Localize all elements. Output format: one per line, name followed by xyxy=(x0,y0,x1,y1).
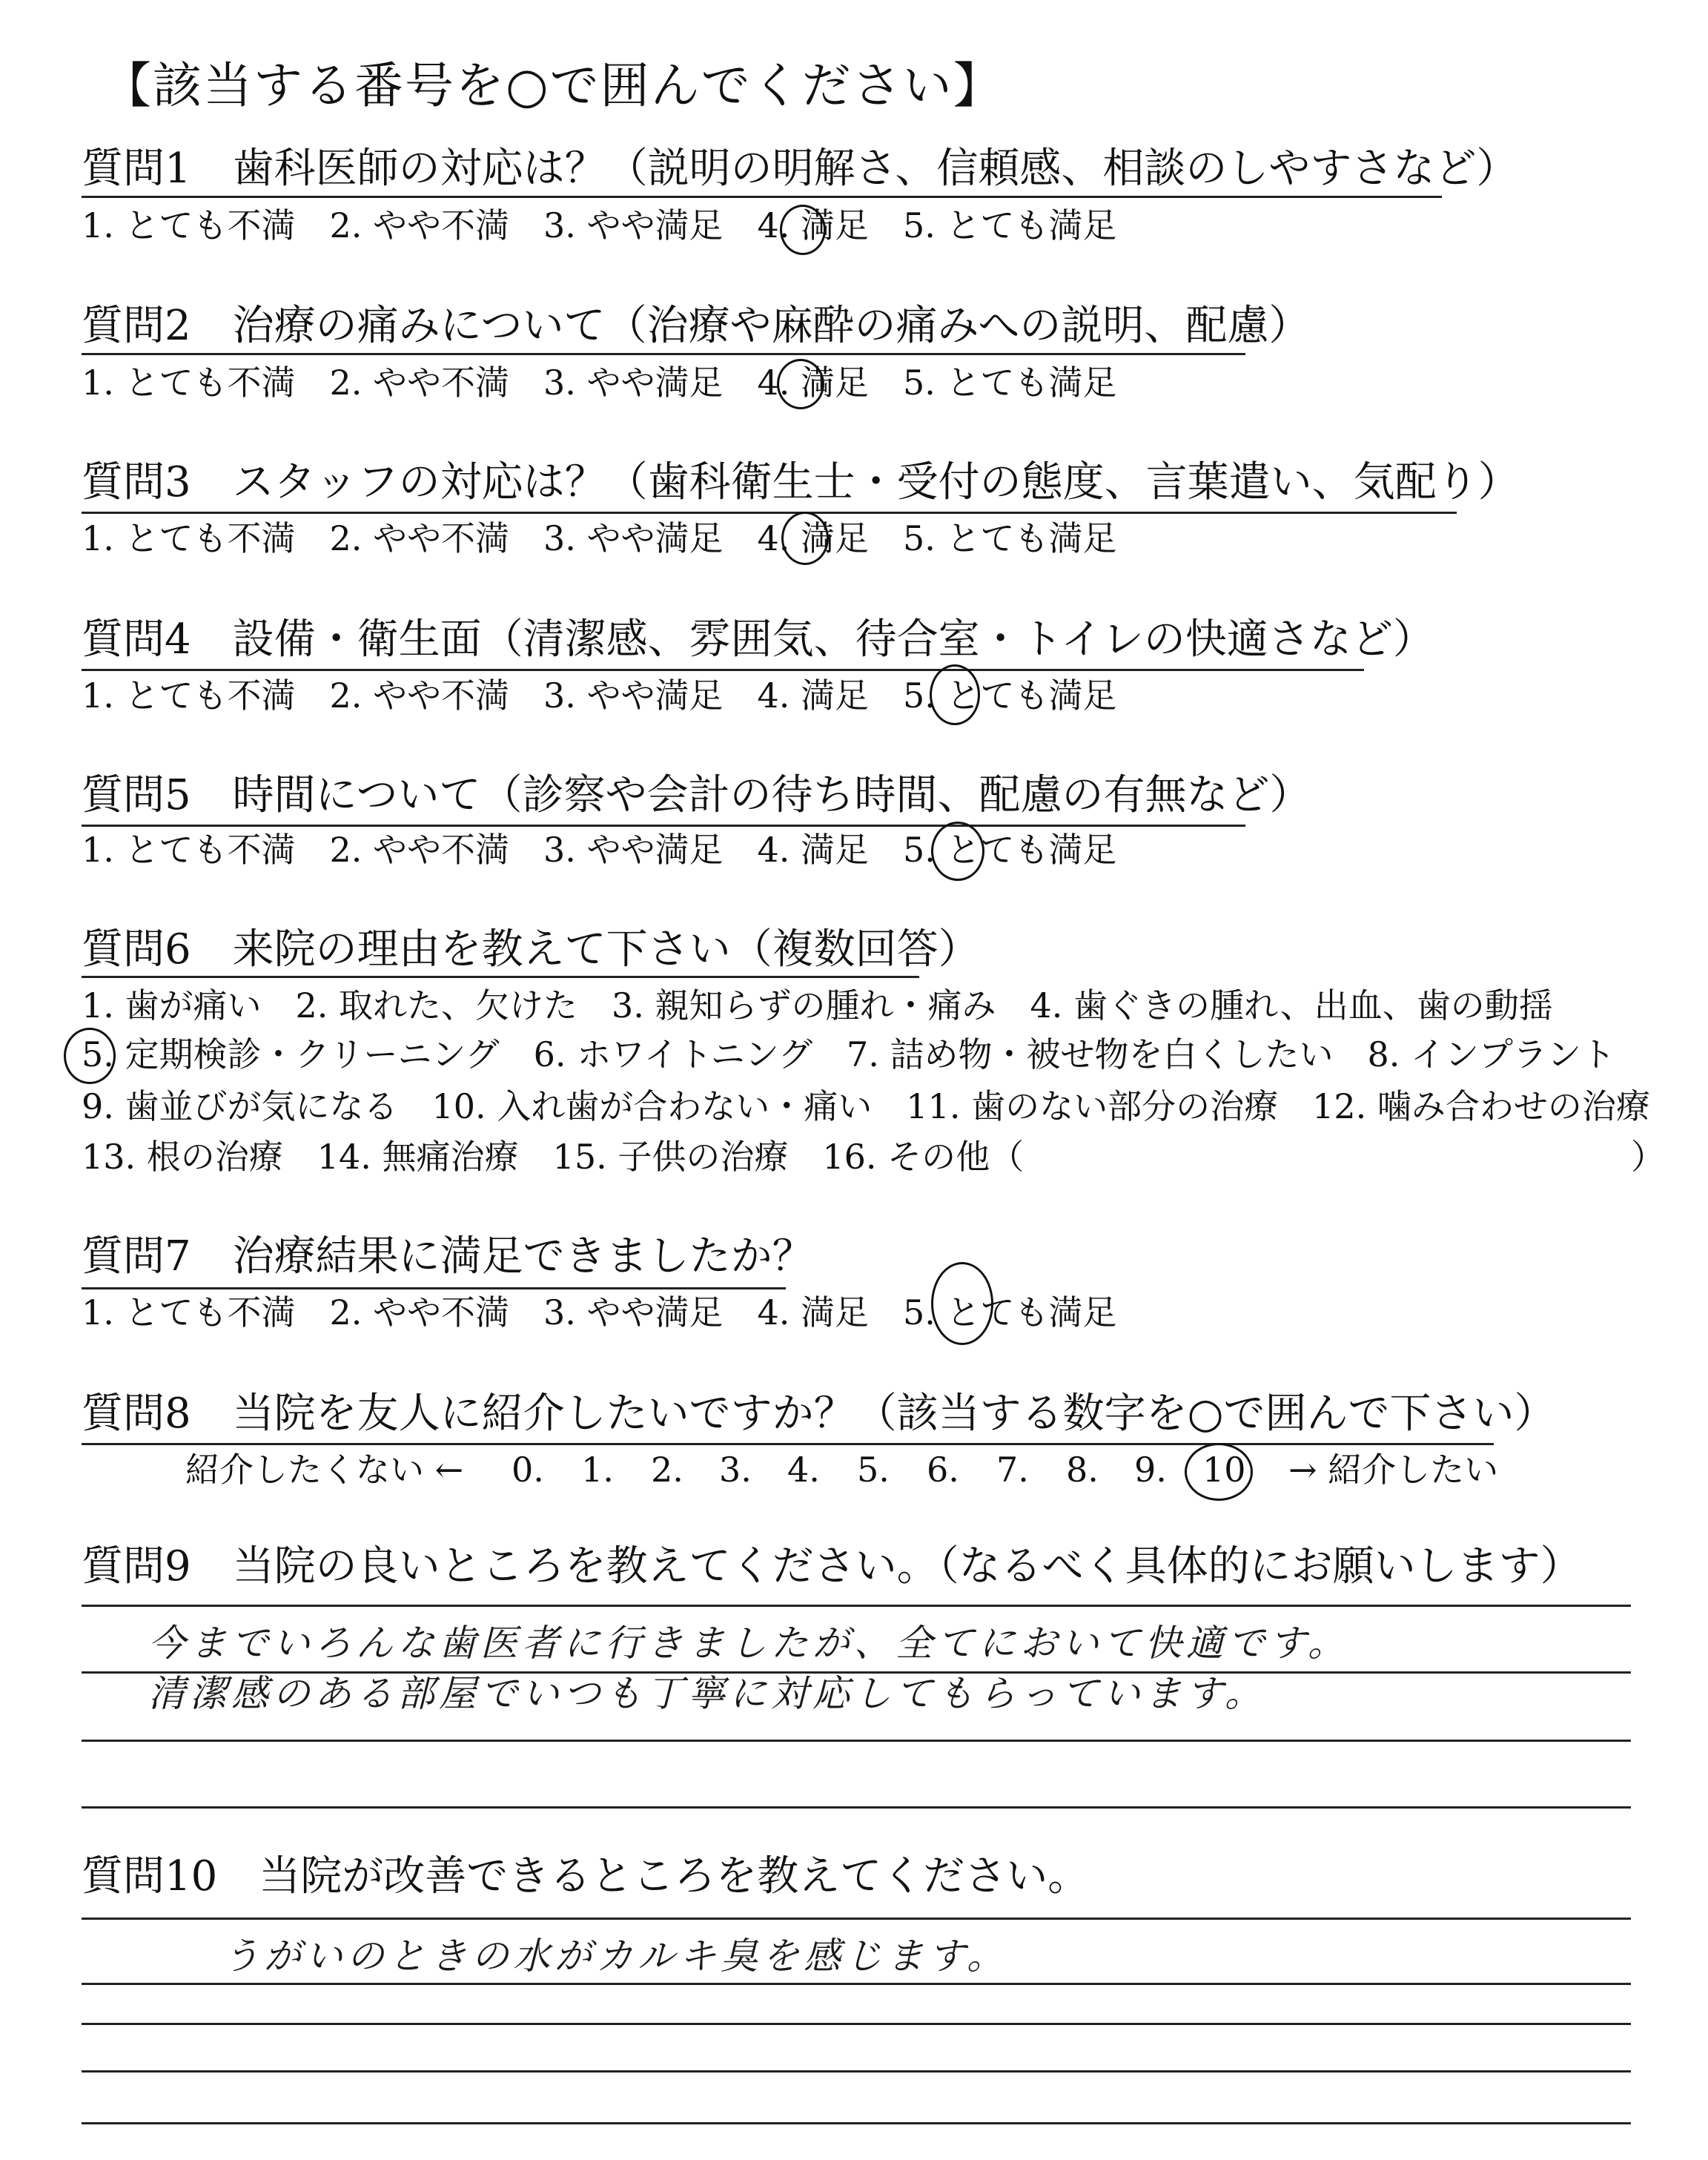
question-5-heading: 質問5 時間について（診察や会計の待ち時間、配慮の有無など） xyxy=(82,771,1311,819)
question-8-scale-1: 1. xyxy=(581,1450,614,1490)
question-2-selected-circle xyxy=(777,359,824,409)
question-8-scale-5: 5. xyxy=(857,1450,890,1490)
question-8-scale-4: 4. xyxy=(787,1450,820,1490)
question-1-underline xyxy=(82,196,1442,198)
question-2-underline xyxy=(82,353,1245,355)
question-7-heading: 質問7 治療結果に満足できましたか？ xyxy=(82,1232,814,1281)
question-6-selected-circle xyxy=(64,1028,116,1084)
question-8-scale-10: 10 xyxy=(1202,1450,1246,1490)
question-10-line-3 xyxy=(82,2023,1631,2025)
question-9-answer-line-1: 今までいろんな歯医者に行きましたが、全てにおいて快適です。 xyxy=(148,1622,1349,1665)
question-5-underline xyxy=(82,825,1245,827)
question-8-scale-7: 7. xyxy=(996,1450,1029,1490)
question-10-line-2 xyxy=(82,1983,1631,1985)
question-1-selected-circle xyxy=(780,205,826,255)
question-8-scale-6: 6. xyxy=(927,1450,959,1490)
question-9-line-4 xyxy=(82,1806,1631,1809)
question-4-options: 1. とても不満 2. やや不満 3. やや満足 4. 満足 5. とても満足 xyxy=(82,676,1117,716)
question-3-options: 1. とても不満 2. やや不満 3. やや満足 4. 満足 5. とても満足 xyxy=(82,518,1117,558)
question-10-line-4 xyxy=(82,2070,1631,2073)
question-4-selected-circle xyxy=(930,664,980,725)
question-1-options: 1. とても不満 2. やや不満 3. やや満足 4. 満足 5. とても満足 xyxy=(82,205,1117,245)
question-7-underline xyxy=(82,1287,786,1289)
question-2-options: 1. とても不満 2. やや不満 3. やや満足 4. 満足 5. とても満足 xyxy=(82,363,1117,403)
question-8-scale-3: 3. xyxy=(719,1450,752,1490)
question-10-line-5 xyxy=(82,2122,1631,2124)
question-8-right-label: → 紹介したい xyxy=(1288,1450,1499,1490)
question-8-heading: 質問8 当院を友人に紹介したいですか？（該当する数字を○で囲んで下さい） xyxy=(82,1390,1556,1438)
page-title: 【該当する番号を○で囲んでください】 xyxy=(102,57,1004,114)
question-9-line-1 xyxy=(82,1605,1631,1607)
question-3-selected-circle xyxy=(781,512,829,565)
question-6-row-2: 5. 定期検診・クリーニング 6. ホワイトニング 7. 詰め物・被せ物を白くしたい 8. インプラント xyxy=(82,1034,1615,1074)
question-9-heading: 質問9 当院の良いところを教えてください。（なるべく具体的にお願いします） xyxy=(82,1542,1582,1591)
question-4-heading: 質問4 設備・衛生面（清潔感、雰囲気、待合室・トイレの快適さなど） xyxy=(82,615,1434,664)
question-6-row-4-close: ） xyxy=(1631,1137,1665,1177)
question-4-underline xyxy=(82,669,1364,671)
question-6-row-4: 13. 根の治療 14. 無痛治療 15. 子供の治療 16. その他（ xyxy=(82,1137,1025,1177)
question-8-selected-circle xyxy=(1185,1443,1253,1501)
question-8-scale-2: 2. xyxy=(651,1450,683,1490)
question-9-line-3 xyxy=(82,1740,1631,1742)
question-3-underline xyxy=(82,512,1457,514)
question-6-row-1: 1. 歯が痛い 2. 取れた、欠けた 3. 親知らずの腫れ・痛み 4. 歯ぐきの腫れ、出血、歯の動揺 xyxy=(82,985,1553,1025)
question-5-options: 1. とても不満 2. やや不満 3. やや満足 4. 満足 5. とても満足 xyxy=(82,830,1117,870)
question-8-scale-9: 9. xyxy=(1134,1450,1167,1490)
question-10-answer-line-1: うがいのときの水がカルキ臭を感じます。 xyxy=(222,1935,1008,1978)
question-5-selected-circle xyxy=(931,822,984,881)
question-6-heading: 質問6 来院の理由を教えて下さい（複数回答） xyxy=(82,925,980,974)
question-6-row-3: 9. 歯並びが気になる 10. 入れ歯が合わない・痛い 11. 歯のない部分の治療 12. 噛み合わせの治療 xyxy=(82,1086,1650,1126)
question-10-line-1 xyxy=(82,1918,1631,1920)
question-1-heading: 質問1 歯科医師の対応は？（説明の明解さ、信頼感、相談のしやすさなど） xyxy=(82,145,1518,193)
question-7-options: 1. とても不満 2. やや不満 3. やや満足 4. 満足 5. とても満足 xyxy=(82,1292,1117,1332)
question-8-scale-0: 0. xyxy=(512,1450,544,1490)
question-10-heading: 質問10 当院が改善できるところを教えてください。 xyxy=(82,1852,1090,1900)
question-9-answer-line-2: 清潔感のある部屋でいつも丁寧に対応してもらっています。 xyxy=(148,1672,1266,1715)
question-8-scale-8: 8. xyxy=(1066,1450,1099,1490)
question-3-heading: 質問3 スタッフの対応は？（歯科衛生士・受付の態度、言葉遣い、気配り） xyxy=(82,458,1520,506)
question-6-underline xyxy=(82,976,919,978)
question-2-heading: 質問2 治療の痛みについて（治療や麻酔の痛みへの説明、配慮） xyxy=(82,302,1311,350)
question-8-left-label: 紹介したくない ← xyxy=(185,1450,464,1490)
question-8-underline xyxy=(82,1443,1494,1445)
question-7-selected-circle xyxy=(931,1262,993,1345)
